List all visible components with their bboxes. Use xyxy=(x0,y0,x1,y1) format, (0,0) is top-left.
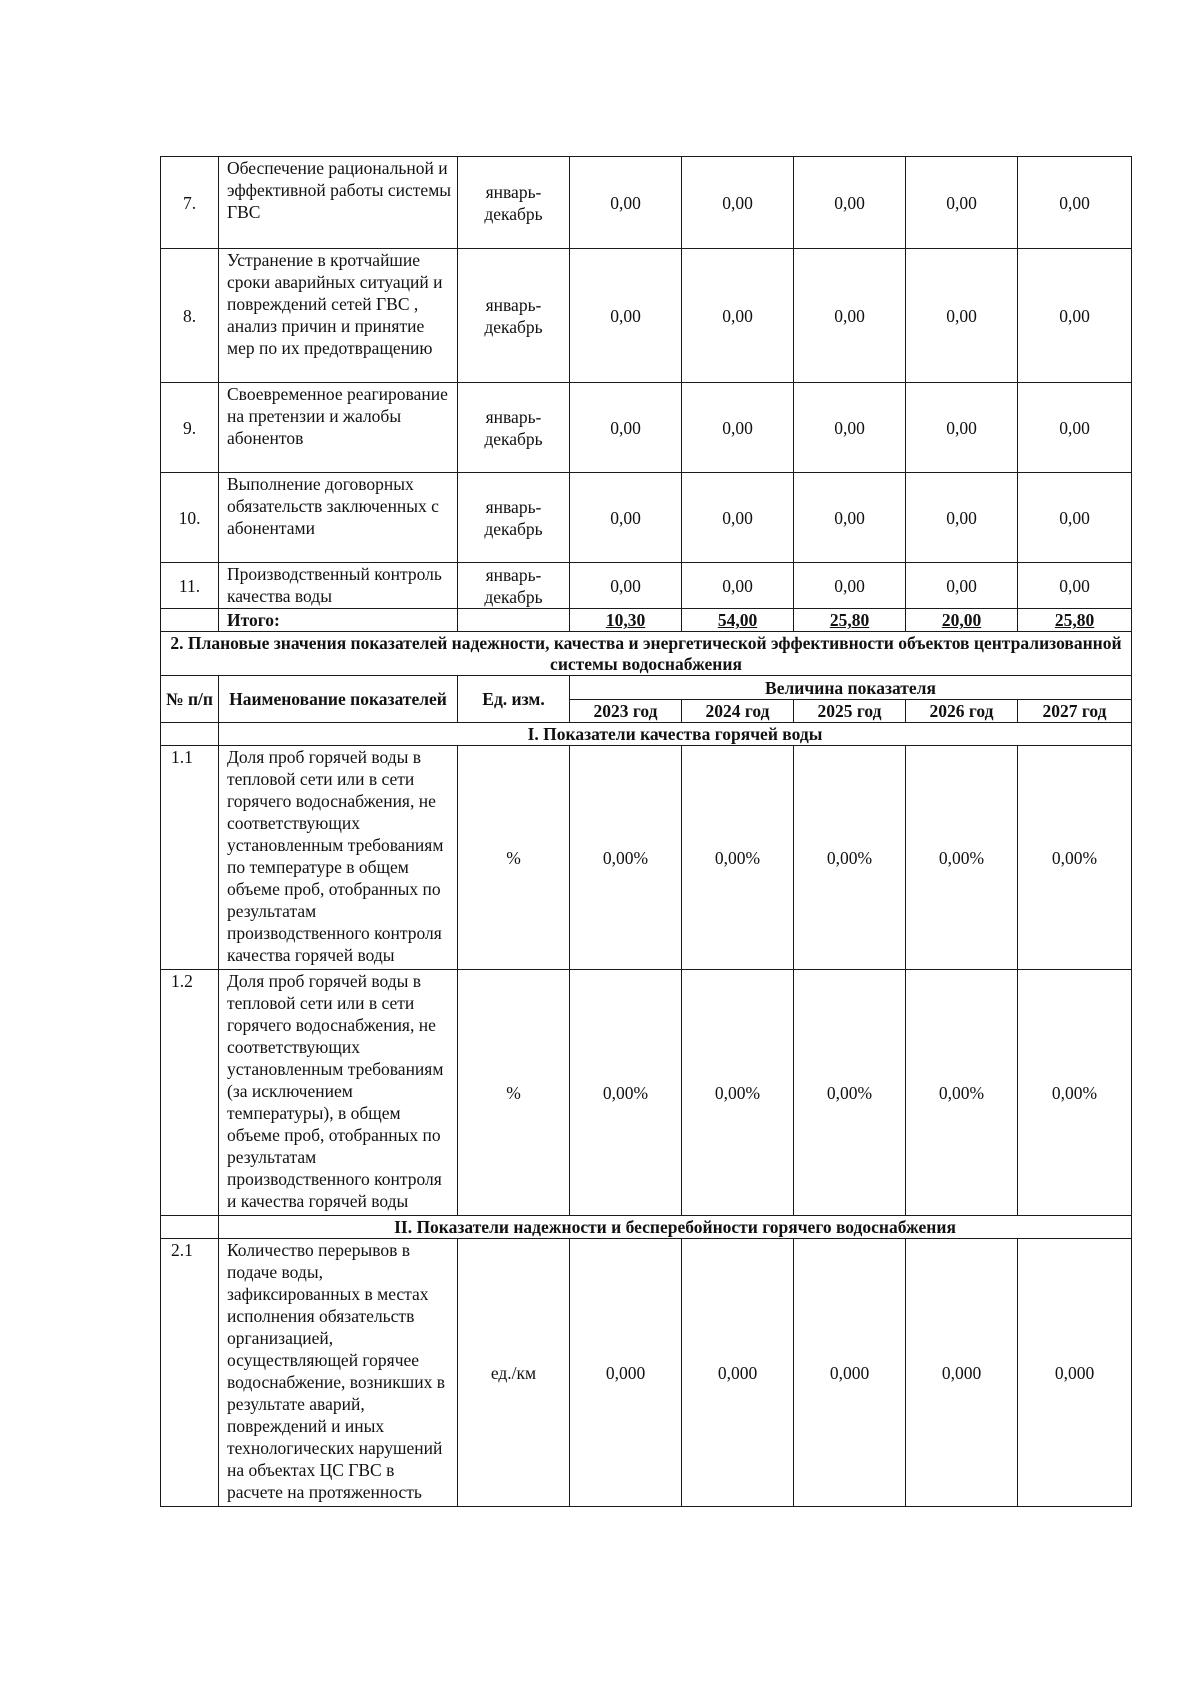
total-label: Итого: xyxy=(219,609,458,632)
measure-value: 0,00 xyxy=(906,383,1018,473)
indicator-value: 0,00% xyxy=(682,746,794,970)
indicator-name: Доля проб горячей воды в тепловой сети или в сети горячего водоснабжения, не соответствующих установленным требованиям по температуре в общем объеме проб, отобранных по результатам производственного контроля качества горячей воды xyxy=(219,746,458,970)
measure-value: 0,00 xyxy=(682,157,794,249)
header-name: Наименование показателей xyxy=(219,676,458,723)
total-value: 25,80 xyxy=(794,609,906,632)
indicator-unit: % xyxy=(458,746,570,970)
group-title-row xyxy=(161,723,1132,746)
indicator-code: 1.1 xyxy=(161,746,219,970)
measure-row xyxy=(161,249,1132,383)
section-title-row xyxy=(161,632,1132,676)
total-blank xyxy=(458,609,570,632)
header-number: № п/п xyxy=(161,676,219,723)
indicator-unit: % xyxy=(458,970,570,1216)
indicator-value: 0,00% xyxy=(1018,746,1132,970)
measure-value: 0,00 xyxy=(1018,157,1132,249)
indicator-code: 2.1 xyxy=(161,1239,219,1507)
measure-value: 0,00 xyxy=(570,383,682,473)
header-year: 2023 год xyxy=(570,700,682,723)
indicator-name: Количество перерывов в подаче воды, зафиксированных в местах исполнения обязательств организацией, осуществляющей горячее водоснабжение, возникших в результате аварий, повреждений и иных технологических нарушений на объектах ЦС ГВС в расчете на протяженность xyxy=(219,1239,458,1507)
group-blank xyxy=(161,723,219,746)
measure-value: 0,00 xyxy=(570,473,682,563)
indicator-value: 0,00% xyxy=(570,970,682,1216)
section-2-title: 2. Плановые значения показателей надежности, качества и энергетической эффективности объектов централизованной системы водоснабжения xyxy=(161,632,1132,676)
measure-number: 11. xyxy=(161,563,219,609)
indicator-name: Доля проб горячей воды в тепловой сети или в сети горячего водоснабжения, не соответствующих установленным требованиям (за исключением температуры), в общем объеме проб, отобранных по результатам производственного контроля и качества горячей воды xyxy=(219,970,458,1216)
measure-value: 0,00 xyxy=(1018,383,1132,473)
measure-value: 0,00 xyxy=(682,563,794,609)
indicator-row xyxy=(161,1239,1132,1507)
total-value: 20,00 xyxy=(906,609,1018,632)
indicator-value: 0,000 xyxy=(570,1239,682,1507)
indicator-value: 0,00% xyxy=(1018,970,1132,1216)
total-value: 54,00 xyxy=(682,609,794,632)
measure-row xyxy=(161,473,1132,563)
measure-row xyxy=(161,383,1132,473)
measure-value: 0,00 xyxy=(906,157,1018,249)
measure-value: 0,00 xyxy=(1018,473,1132,563)
indicator-row xyxy=(161,970,1132,1216)
measure-value: 0,00 xyxy=(682,473,794,563)
group-title: I. Показатели качества горячей воды xyxy=(219,723,1132,746)
measure-name: Устранение в кротчайшие сроки аварийных ситуаций и повреждений сетей ГВС , анализ причин и принятие мер по их предотвращению xyxy=(219,249,458,383)
header-year: 2024 год xyxy=(682,700,794,723)
total-value: 10,30 xyxy=(570,609,682,632)
measure-period: январь-декабрь xyxy=(458,383,570,473)
measure-period: январь-декабрь xyxy=(458,157,570,249)
measure-name: Обеспечение рациональной и эффективной работы системы ГВС xyxy=(219,157,458,249)
group-title-row xyxy=(161,1216,1132,1239)
total-blank xyxy=(161,609,219,632)
measure-value: 0,00 xyxy=(906,563,1018,609)
indicator-value: 0,000 xyxy=(1018,1239,1132,1507)
measure-value: 0,00 xyxy=(906,473,1018,563)
measure-period: январь-декабрь xyxy=(458,249,570,383)
indicator-row xyxy=(161,746,1132,970)
total-value: 25,80 xyxy=(1018,609,1132,632)
indicator-code: 1.2 xyxy=(161,970,219,1216)
measure-value: 0,00 xyxy=(570,249,682,383)
indicator-value: 0,00% xyxy=(906,970,1018,1216)
measure-row xyxy=(161,157,1132,249)
indicator-value: 0,00% xyxy=(906,746,1018,970)
indicator-unit: ед./км xyxy=(458,1239,570,1507)
header-year: 2027 год xyxy=(1018,700,1132,723)
measure-value: 0,00 xyxy=(794,563,906,609)
indicator-value: 0,00% xyxy=(682,970,794,1216)
measure-value: 0,00 xyxy=(1018,249,1132,383)
indicator-value: 0,00% xyxy=(570,746,682,970)
indicator-value: 0,00% xyxy=(794,970,906,1216)
measure-row xyxy=(161,563,1132,609)
measure-value: 0,00 xyxy=(794,157,906,249)
measure-value: 0,00 xyxy=(794,383,906,473)
measure-period: январь-декабрь xyxy=(458,473,570,563)
measure-number: 10. xyxy=(161,473,219,563)
measure-number: 7. xyxy=(161,157,219,249)
measure-value: 0,00 xyxy=(570,157,682,249)
measure-number: 9. xyxy=(161,383,219,473)
total-row xyxy=(161,609,1132,632)
header-year: 2025 год xyxy=(794,700,906,723)
group-title: II. Показатели надежности и бесперебойности горячего водоснабжения xyxy=(219,1216,1132,1239)
measure-value: 0,00 xyxy=(682,383,794,473)
measure-name: Производственный контроль качества воды xyxy=(219,563,458,609)
indicator-value: 0,000 xyxy=(794,1239,906,1507)
header-value-group: Величина показателя xyxy=(570,676,1132,700)
measure-name: Своевременное реагирование на претензии и жалобы абонентов xyxy=(219,383,458,473)
indicator-value: 0,000 xyxy=(682,1239,794,1507)
measure-value: 0,00 xyxy=(1018,563,1132,609)
measure-value: 0,00 xyxy=(570,563,682,609)
measure-name: Выполнение договорных обязательств заключенных с абонентами xyxy=(219,473,458,563)
measure-value: 0,00 xyxy=(794,249,906,383)
measures-table xyxy=(160,156,1132,1507)
group-blank xyxy=(161,1216,219,1239)
indicator-value: 0,000 xyxy=(906,1239,1018,1507)
measure-number: 8. xyxy=(161,249,219,383)
measure-value: 0,00 xyxy=(906,249,1018,383)
measure-value: 0,00 xyxy=(682,249,794,383)
indicators-header-row xyxy=(161,676,1132,700)
header-unit: Ед. изм. xyxy=(458,676,570,723)
header-year: 2026 год xyxy=(906,700,1018,723)
measure-value: 0,00 xyxy=(794,473,906,563)
indicator-value: 0,00% xyxy=(794,746,906,970)
measure-period: январь-декабрь xyxy=(458,563,570,609)
